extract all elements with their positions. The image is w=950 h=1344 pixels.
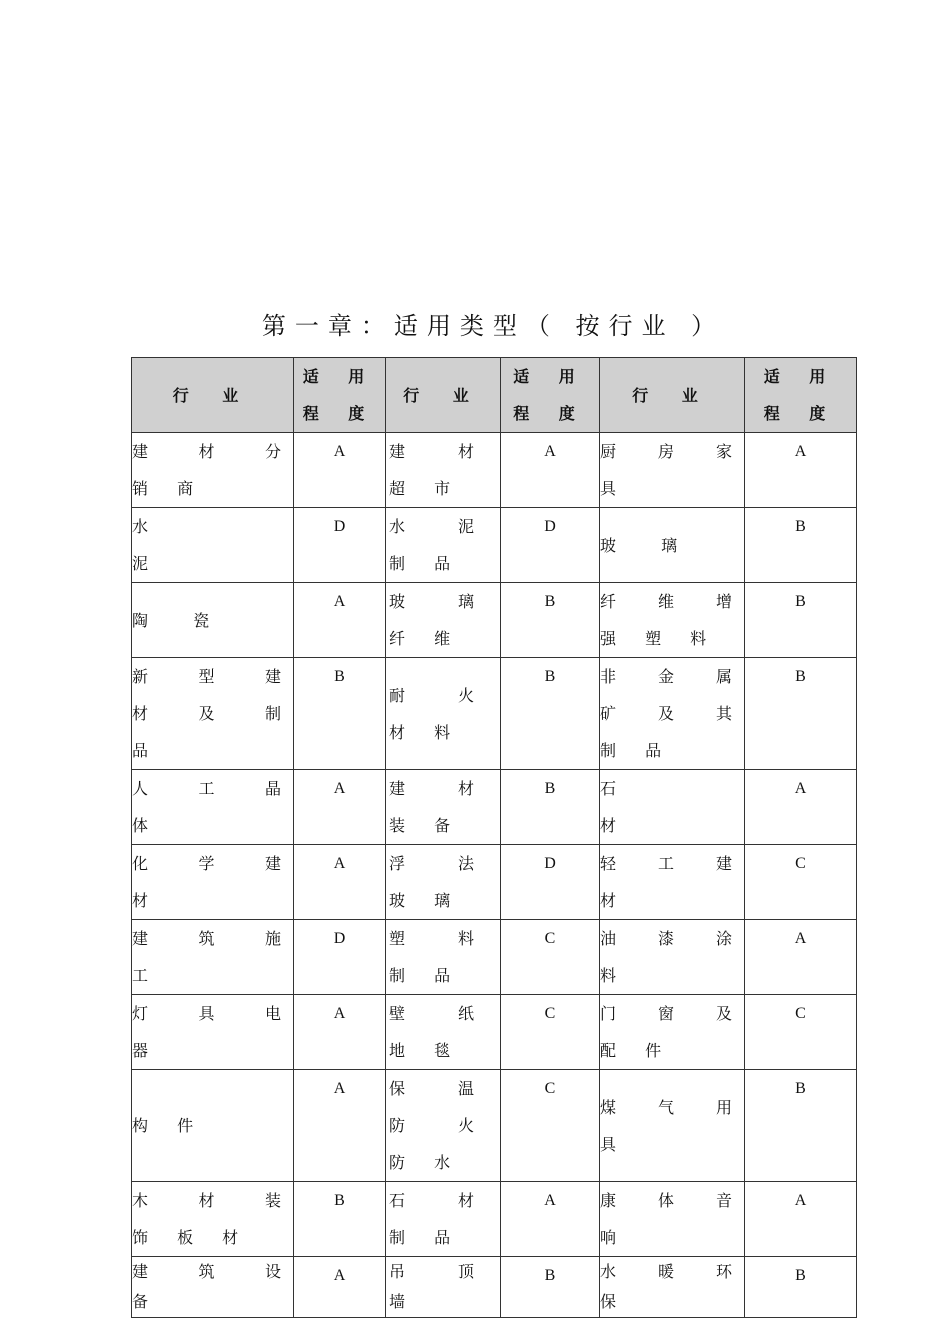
level-cell: D <box>501 845 600 920</box>
table-row <box>132 920 857 995</box>
level-cell: B <box>501 583 600 658</box>
table-row <box>132 433 857 508</box>
industry-cell: 吊 顶 墙 <box>386 1257 501 1318</box>
level-cell: C <box>745 995 857 1070</box>
level-cell: C <box>745 845 857 920</box>
industry-cell: 玻 璃 <box>600 508 745 583</box>
industry-cell: 石 材 <box>600 770 745 845</box>
industry-cell: 油 漆 涂 料 <box>600 920 745 995</box>
level-cell: D <box>501 508 600 583</box>
industry-cell: 非 金 属 矿 及 其 制 品 <box>600 658 745 770</box>
page-title: 第一章：适用类型（ 按行业 ） <box>261 312 725 340</box>
level-cell: A <box>294 770 386 845</box>
industry-cell: 化 学 建 材 <box>132 845 294 920</box>
table-row <box>132 1182 857 1257</box>
industry-cell: 玻 璃 纤 维 <box>386 583 501 658</box>
table-row <box>132 845 857 920</box>
industry-cell: 康 体 音 响 <box>600 1182 745 1257</box>
industry-cell: 水 暖 环 保 <box>600 1257 745 1318</box>
header-industry-2: 行 业 <box>386 358 501 433</box>
industry-cell: 煤 气 用 具 <box>600 1070 745 1182</box>
table-row <box>132 1257 857 1318</box>
industry-cell: 建 材 装 备 <box>386 770 501 845</box>
industry-cell: 水 泥 制 品 <box>386 508 501 583</box>
level-cell: C <box>501 1070 600 1182</box>
level-cell: D <box>294 508 386 583</box>
header-level-3: 适 用 程 度 <box>745 358 857 433</box>
industry-cell: 陶 瓷 <box>132 583 294 658</box>
industry-cell: 新 型 建 材 及 制 品 <box>132 658 294 770</box>
level-cell: A <box>745 1182 857 1257</box>
industry-cell: 厨 房 家 具 <box>600 433 745 508</box>
industry-cell: 水 泥 <box>132 508 294 583</box>
industry-cell: 人 工 晶 体 <box>132 770 294 845</box>
industry-cell: 灯 具 电 器 <box>132 995 294 1070</box>
industry-cell: 构 件 <box>132 1070 294 1182</box>
level-cell: B <box>501 658 600 770</box>
level-cell: A <box>745 433 857 508</box>
level-cell: B <box>745 583 857 658</box>
industry-cell: 石 材 制 品 <box>386 1182 501 1257</box>
level-cell: B <box>501 1257 600 1318</box>
level-cell: C <box>501 920 600 995</box>
header-industry-1: 行 业 <box>132 358 294 433</box>
industry-cell: 建 筑 施 工 <box>132 920 294 995</box>
header-industry-3: 行 业 <box>600 358 745 433</box>
level-cell: A <box>745 920 857 995</box>
level-cell: A <box>745 770 857 845</box>
level-cell: B <box>501 770 600 845</box>
table-row <box>132 995 857 1070</box>
level-cell: A <box>501 1182 600 1257</box>
header-level-2: 适 用 程 度 <box>501 358 600 433</box>
table-row <box>132 583 857 658</box>
header-row <box>132 358 857 433</box>
level-cell: D <box>294 920 386 995</box>
industry-table <box>131 357 857 1318</box>
level-cell: A <box>294 1257 386 1318</box>
industry-cell: 壁 纸 地 毯 <box>386 995 501 1070</box>
level-cell: B <box>745 1070 857 1182</box>
level-cell: B <box>294 1182 386 1257</box>
industry-cell: 保 温 防 火 防 水 <box>386 1070 501 1182</box>
table-row <box>132 508 857 583</box>
level-cell: A <box>294 995 386 1070</box>
industry-cell: 塑 料 制 品 <box>386 920 501 995</box>
industry-cell: 建 材 超 市 <box>386 433 501 508</box>
level-cell: B <box>745 508 857 583</box>
industry-cell: 耐 火 材 料 <box>386 658 501 770</box>
level-cell: A <box>294 433 386 508</box>
table-row <box>132 770 857 845</box>
industry-cell: 浮 法 玻 璃 <box>386 845 501 920</box>
level-cell: A <box>294 845 386 920</box>
industry-cell: 木 材 装 饰 板 材 <box>132 1182 294 1257</box>
industry-cell: 建 材 分 销 商 <box>132 433 294 508</box>
industry-cell: 轻 工 建 材 <box>600 845 745 920</box>
header-level-1: 适 用 程 度 <box>294 358 386 433</box>
industry-cell: 纤 维 增 强 塑 料 <box>600 583 745 658</box>
level-cell: A <box>294 583 386 658</box>
level-cell: A <box>501 433 600 508</box>
table-row <box>132 658 857 770</box>
table-row <box>132 1070 857 1182</box>
level-cell: A <box>294 1070 386 1182</box>
industry-cell: 门 窗 及 配 件 <box>600 995 745 1070</box>
level-cell: B <box>745 1257 857 1318</box>
level-cell: C <box>501 995 600 1070</box>
industry-cell: 建 筑 设 备 <box>132 1257 294 1318</box>
level-cell: B <box>745 658 857 770</box>
level-cell: B <box>294 658 386 770</box>
